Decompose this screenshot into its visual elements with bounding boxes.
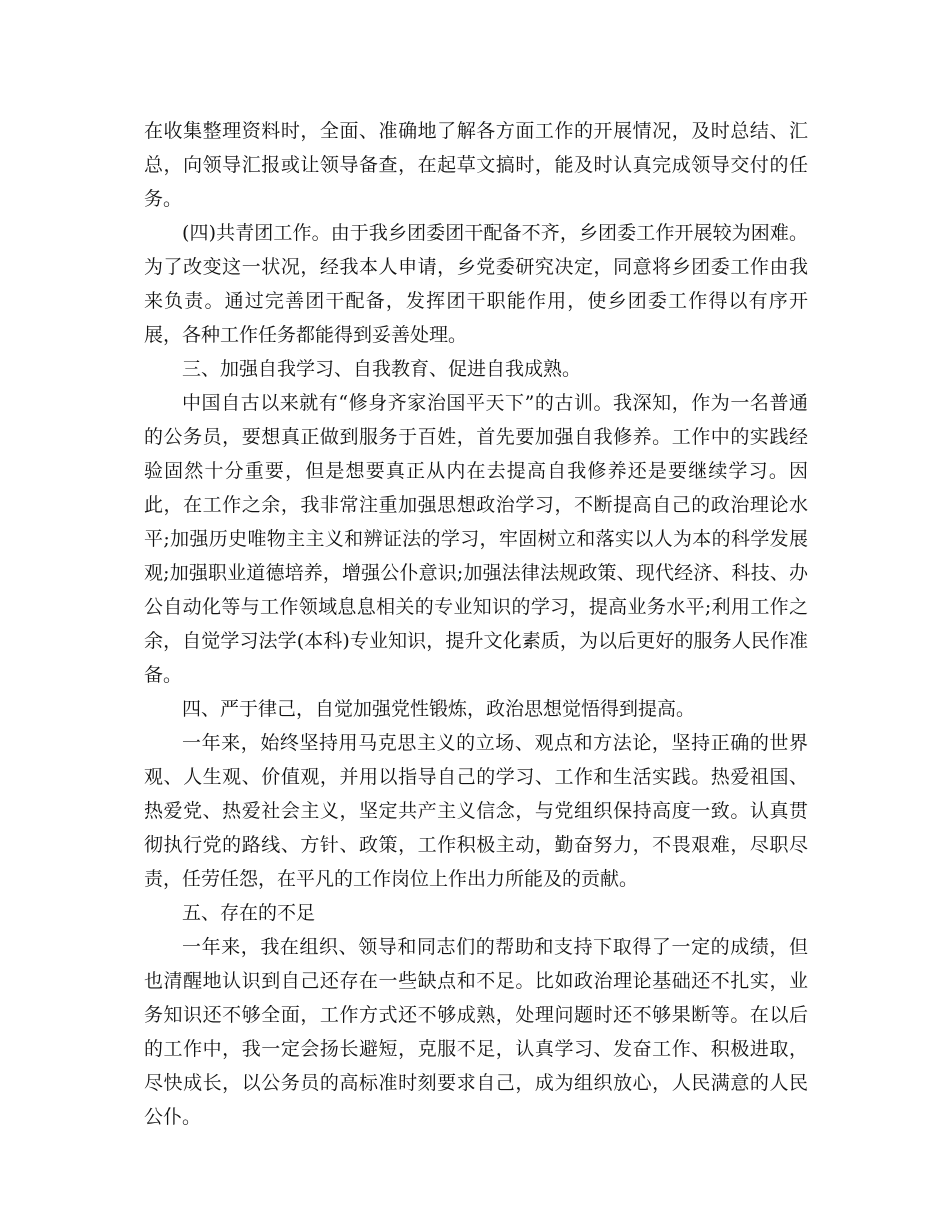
- section-heading-shortcomings: 五、存在的不足: [182, 902, 316, 924]
- paragraph-self-discipline: 一年来，始终坚持用马克思主义的立场、观点和方法论，坚持正确的世界观、人生观、价值观，并用以指导自己的学习、工作和生活实践。热爱祖国、热爱党、热爱社会主义，坚定共产主义信念，与党组织保持高度一致。认真贯彻执行党的路线、方针、政策，工作积极主动，勤奋努力，不畏艰难，尽职尽责，任劳任怨，在平凡的工作岗位上作出力所能及的贡献。: [144, 732, 808, 890]
- paragraph-shortcomings: 一年来，我在组织、领导和同志们的帮助和支持下取得了一定的成绩，但也清醒地认识到自己还存在一些缺点和不足。比如政治理论基础还不扎实，业务知识还不够全面，工作方式还不够成熟，处理问题时还不够果断等。在以后的工作中，我一定会扬长避短，克服不足，认真学习、发奋工作、积极进取，尽快成长，以公务员的高标准时刻要求自己，成为组织放心，人民满意的人民公仆。: [144, 936, 808, 1128]
- paragraph-summary-work: 在收集整理资料时，全面、准确地了解各方面工作的开展情况，及时总结、汇总，向领导汇报或让领导备查，在起草文搞时，能及时认真完成领导交付的任务。: [144, 120, 808, 210]
- section-heading-self-study: 三、加强自我学习、自我教育、促进自我成熟。: [182, 358, 582, 380]
- paragraph-youth-league-work: (四)共青团工作。由于我乡团委团干配备不齐，乡团委工作开展较为困难。为了改变这一状况，经我本人申请，乡党委研究决定，同意将乡团委工作由我来负责。通过完善团干配备，发挥团干职能作用，使乡团委工作得以有序开展，各种工作任务都能得到妥善处理。: [144, 222, 808, 346]
- paragraph-self-study: 中国自古以来就有“修身齐家治国平天下”的古训。我深知，作为一名普通的公务员，要想真正做到服务于百姓，首先要加强自我修养。工作中的实践经验固然十分重要，但是想要真正从内在去提高自我修养还是要继续学习。因此，在工作之余，我非常注重加强思想政治学习，不断提高自己的政治理论水平;加强历史唯物主主义和辨证法的学习，牢固树立和落实以人为本的科学发展观;加强职业道德培养，增强公仆意识;加强法律法规政策、现代经济、科技、办公自动化等与工作领域息息相关的专业知识的学习，提高业务水平;利用工作之余，自觉学习法学(本科)专业知识，提升文化素质，为以后更好的服务人民作准备。: [144, 392, 808, 686]
- document-body: [144, 114, 808, 1134]
- section-heading-self-discipline: 四、严于律己，自觉加强党性锻炼，政治思想觉悟得到提高。: [182, 698, 696, 720]
